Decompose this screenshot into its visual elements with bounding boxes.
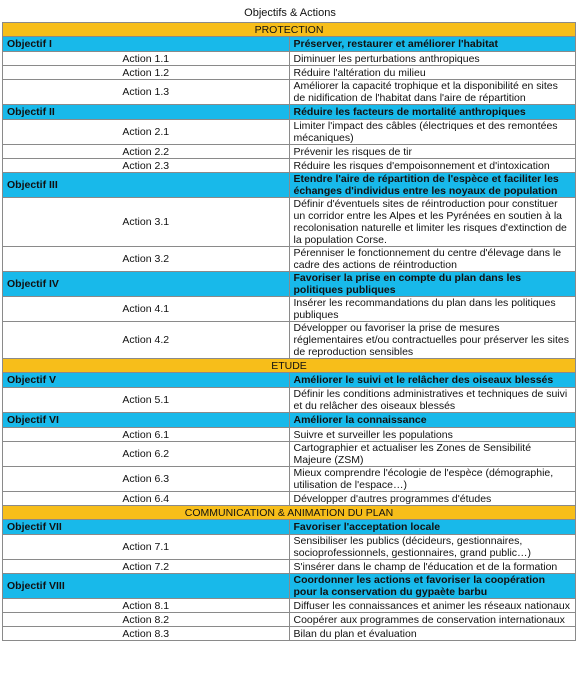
section-title: PROTECTION [3, 23, 576, 37]
action-label: Action 6.4 [3, 492, 290, 506]
action-label: Action 1.3 [3, 80, 290, 105]
objective-text: Améliorer le suivi et le relâcher des oiseaux blessés [289, 373, 576, 388]
action-text: Développer ou favoriser la prise de mesures réglementaires et/ou contractuelles pour préserver les sites de reproduction sensibles [289, 322, 576, 359]
action-label: Action 1.2 [3, 66, 290, 80]
section-header-row [3, 23, 576, 37]
action-row [3, 467, 576, 492]
action-row [3, 627, 576, 641]
action-row [3, 428, 576, 442]
action-label: Action 3.1 [3, 198, 290, 247]
objective-text: Coordonner les actions et favoriser la coopération pour la conservation du gypaète barbu [289, 574, 576, 599]
objective-row [3, 413, 576, 428]
objectives-table [2, 22, 576, 641]
objective-row [3, 520, 576, 535]
objective-row [3, 272, 576, 297]
action-text: Améliorer la capacité trophique et la disponibilité en sites de nidification de l'habitat dans l'aire de répartition [289, 80, 576, 105]
action-label: Action 8.1 [3, 599, 290, 613]
action-label: Action 3.2 [3, 247, 290, 272]
action-row [3, 52, 576, 66]
action-text: Pérenniser le fonctionnement du centre d'élevage dans le cadre des actions de réintroduction [289, 247, 576, 272]
section-title: COMMUNICATION & ANIMATION DU PLAN [3, 506, 576, 520]
action-label: Action 6.2 [3, 442, 290, 467]
objective-label: Objectif VIII [3, 574, 290, 599]
objective-text: Réduire les facteurs de mortalité anthropiques [289, 105, 576, 120]
action-label: Action 6.1 [3, 428, 290, 442]
action-label: Action 4.1 [3, 297, 290, 322]
action-row [3, 442, 576, 467]
action-label: Action 7.1 [3, 535, 290, 560]
action-text: Limiter l'impact des câbles (électriques et des remontées mécaniques) [289, 120, 576, 145]
objective-text: Améliorer la connaissance [289, 413, 576, 428]
objective-label: Objectif V [3, 373, 290, 388]
action-text: Diminuer les perturbations anthropiques [289, 52, 576, 66]
action-text: Définir les conditions administratives et techniques de suivi et du relâcher des oiseaux blessés [289, 388, 576, 413]
action-text: Bilan du plan et évaluation [289, 627, 576, 641]
action-text: Réduire les risques d'empoisonnement et d'intoxication [289, 159, 576, 173]
objective-row [3, 173, 576, 198]
action-row [3, 492, 576, 506]
action-row [3, 297, 576, 322]
action-text: Cartographier et actualiser les Zones de Sensibilité Majeure (ZSM) [289, 442, 576, 467]
action-text: Sensibiliser les publics (décideurs, gestionnaires, socioprofessionnels, gestionnaires, grand public…) [289, 535, 576, 560]
objective-label: Objectif I [3, 37, 290, 52]
action-text: Définir d'éventuels sites de réintroduction pour constituer un corridor entre les Alpes et les Pyrénées en soutien à la recolonisation naturelle et limiter les risques d'extinction de la population Corse. [289, 198, 576, 247]
objective-label: Objectif II [3, 105, 290, 120]
action-text: Prévenir les risques de tir [289, 145, 576, 159]
action-row [3, 198, 576, 247]
action-label: Action 8.2 [3, 613, 290, 627]
action-row [3, 159, 576, 173]
action-label: Action 2.1 [3, 120, 290, 145]
objective-label: Objectif III [3, 173, 290, 198]
action-text: S'insérer dans le champ de l'éducation et de la formation [289, 560, 576, 574]
action-row [3, 80, 576, 105]
objective-text: Etendre l'aire de répartition de l'espèce et faciliter les échanges d'individus entre les noyaux de population [289, 173, 576, 198]
action-text: Développer d'autres programmes d'études [289, 492, 576, 506]
page-title: Objectifs & Actions [244, 7, 336, 19]
action-label: Action 1.1 [3, 52, 290, 66]
objective-label: Objectif VI [3, 413, 290, 428]
action-row [3, 535, 576, 560]
action-label: Action 5.1 [3, 388, 290, 413]
objective-label: Objectif VII [3, 520, 290, 535]
objective-row [3, 37, 576, 52]
action-row [3, 613, 576, 627]
section-header-row [3, 506, 576, 520]
objective-row [3, 574, 576, 599]
objective-row [3, 105, 576, 120]
objective-text: Favoriser la prise en compte du plan dans les politiques publiques [289, 272, 576, 297]
action-row [3, 145, 576, 159]
action-label: Action 7.2 [3, 560, 290, 574]
action-text: Mieux comprendre l'écologie de l'espèce (démographie, utilisation de l'espace…) [289, 467, 576, 492]
action-label: Action 2.2 [3, 145, 290, 159]
action-text: Diffuser les connaissances et animer les réseaux nationaux [289, 599, 576, 613]
action-text: Insérer les recommandations du plan dans les politiques publiques [289, 297, 576, 322]
action-text: Coopérer aux programmes de conservation internationaux [289, 613, 576, 627]
objective-text: Favoriser l'acceptation locale [289, 520, 576, 535]
action-row [3, 388, 576, 413]
objective-text: Préserver, restaurer et améliorer l'habitat [289, 37, 576, 52]
objective-label: Objectif IV [3, 272, 290, 297]
action-label: Action 2.3 [3, 159, 290, 173]
objective-row [3, 373, 576, 388]
action-row [3, 66, 576, 80]
action-row [3, 560, 576, 574]
section-header-row [3, 359, 576, 373]
action-text: Réduire l'altération du milieu [289, 66, 576, 80]
action-row [3, 599, 576, 613]
action-text: Suivre et surveiller les populations [289, 428, 576, 442]
section-title: ETUDE [3, 359, 576, 373]
action-row [3, 322, 576, 359]
action-row [3, 120, 576, 145]
action-label: Action 4.2 [3, 322, 290, 359]
action-label: Action 8.3 [3, 627, 290, 641]
action-row [3, 247, 576, 272]
action-label: Action 6.3 [3, 467, 290, 492]
